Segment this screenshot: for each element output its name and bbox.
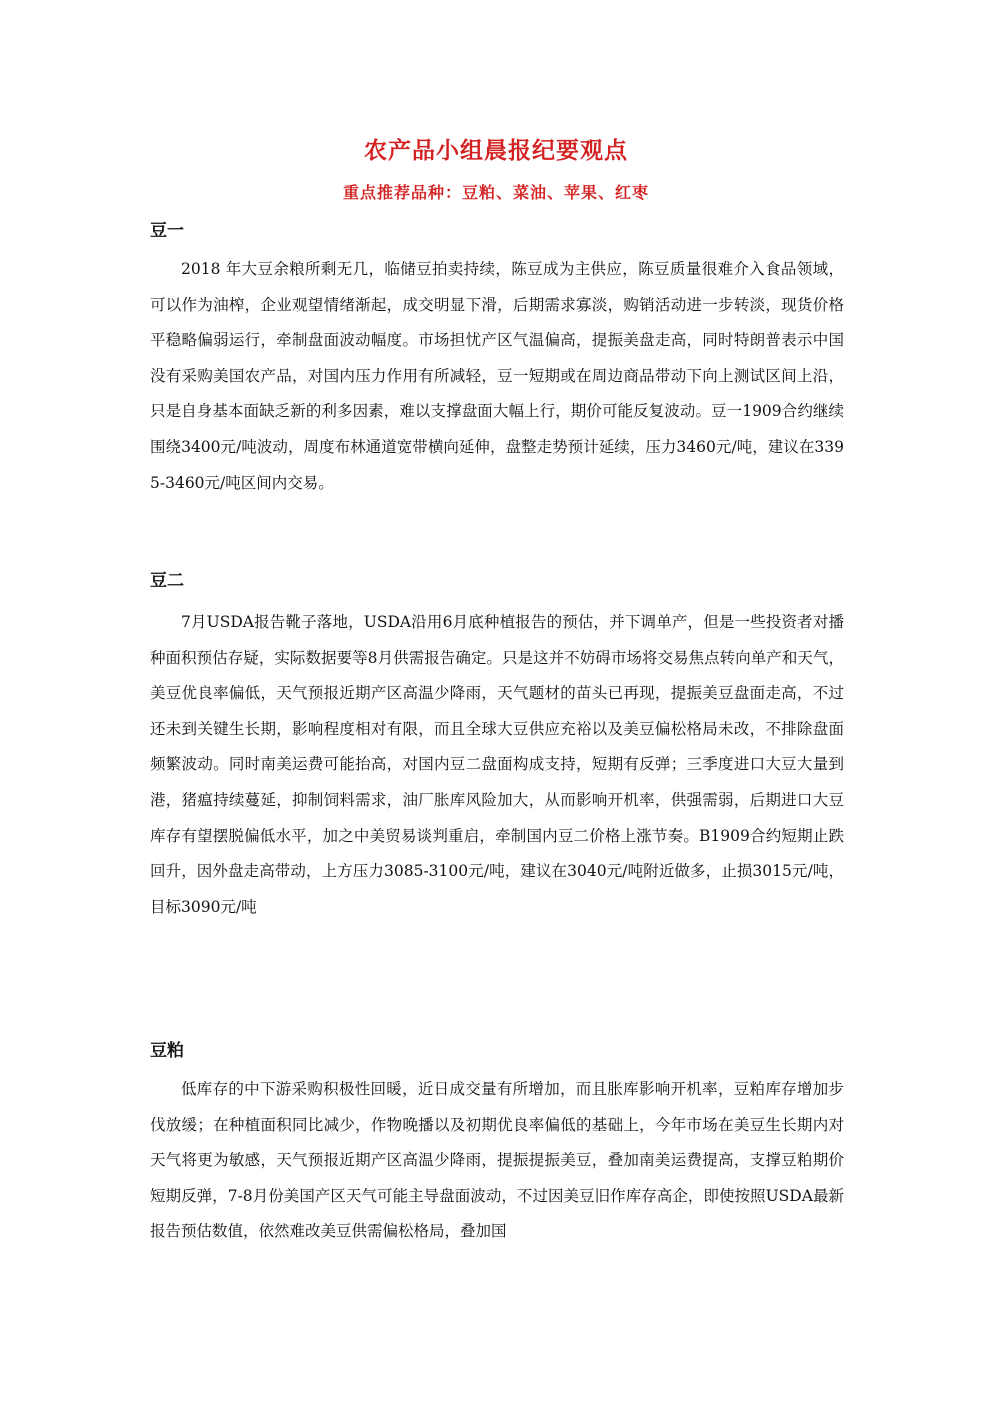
section-body: 低库存的中下游采购积极性回暖，近日成交量有所增加，而且胀库影响开机率，豆粕库存增加步伐放缓；在种植面积同比减少，作物晚播以及初期优良率偏低的基础上，今年市场在美豆生长期内对天气将更为敏感，天气预报近期产区高温少降雨，提振提振美豆，叠加南美运费提高，支撑豆粕期价短期反弹，7-8月份美国产区天气可能主导盘面波动，不过因美豆旧作库存高企，即使按照USDA最新报告预估数值，依然难改美豆供需偏松格局，叠加国 [150, 1080, 844, 1241]
document-subtitle: 重点推荐品种：豆粕、菜油、苹果、红枣 [342, 183, 649, 202]
section-heading: 豆二 [150, 571, 184, 591]
section-heading: 豆粕 [150, 1041, 184, 1061]
section-dou-er [150, 566, 844, 925]
section-body: 7月USDA报告靴子落地，USDA沿用6月底种植报告的预估，并下调单产，但是一些投资者对播种面积预估存疑，实际数据要等8月供需报告确定。只是这并不妨碍市场将交易焦点转向单产和天气，美豆优良率偏低，天气预报近期产区高温少降雨，天气题材的苗头已再现，提振美豆盘面走高，不过还未到关键生长期，影响程度相对有限，而且全球大豆供应充裕以及美豆偏松格局未改，不排除盘面频繁波动。同时南美运费可能抬高，对国内豆二盘面构成支持，短期有反弹；三季度进口大豆大量到港，猪瘟持续蔓延，抑制饲料需求，油厂胀库风险加大，从而影响开机率，供强需弱，后期进口大豆库存有望摆脱偏低水平，加之中美贸易谈判重启，牵制国内豆二价格上涨节奏。B1909合约短期止跌回升，因外盘走高带动，上方压力3085-3100元/吨，建议在3040元/吨附近做多，止损3015元/吨，目标3090元/吨 [150, 613, 844, 916]
section-dou-po [150, 1036, 844, 1250]
section-body: 2018 年大豆余粮所剩无几，临储豆拍卖持续，陈豆成为主供应，陈豆质量很难介入食品领域，可以作为油榨，企业观望情绪渐起，成交明显下滑，后期需求寡淡，购销活动进一步转淡，现货价格平稳略偏弱运行，牵制盘面波动幅度。市场担忧产区气温偏高，提振美盘走高，同时特朗普表示中国没有采购美国农产品，对国内压力作用有所减轻，豆一短期或在周边商品带动下向上测试区间上沿，只是自身基本面缺乏新的利多因素，难以支撑盘面大幅上行，期价可能反复波动。豆一1909合约继续围绕3400元/吨波动，周度布林通道宽带横向延伸，盘整走势预计延续，压力3460元/吨，建议在3395-3460元/吨区间内交易。 [150, 260, 844, 492]
section-heading: 豆一 [150, 221, 184, 241]
document-title: 农产品小组晨报纪要观点 [364, 137, 628, 164]
section-dou-yi [150, 216, 844, 501]
